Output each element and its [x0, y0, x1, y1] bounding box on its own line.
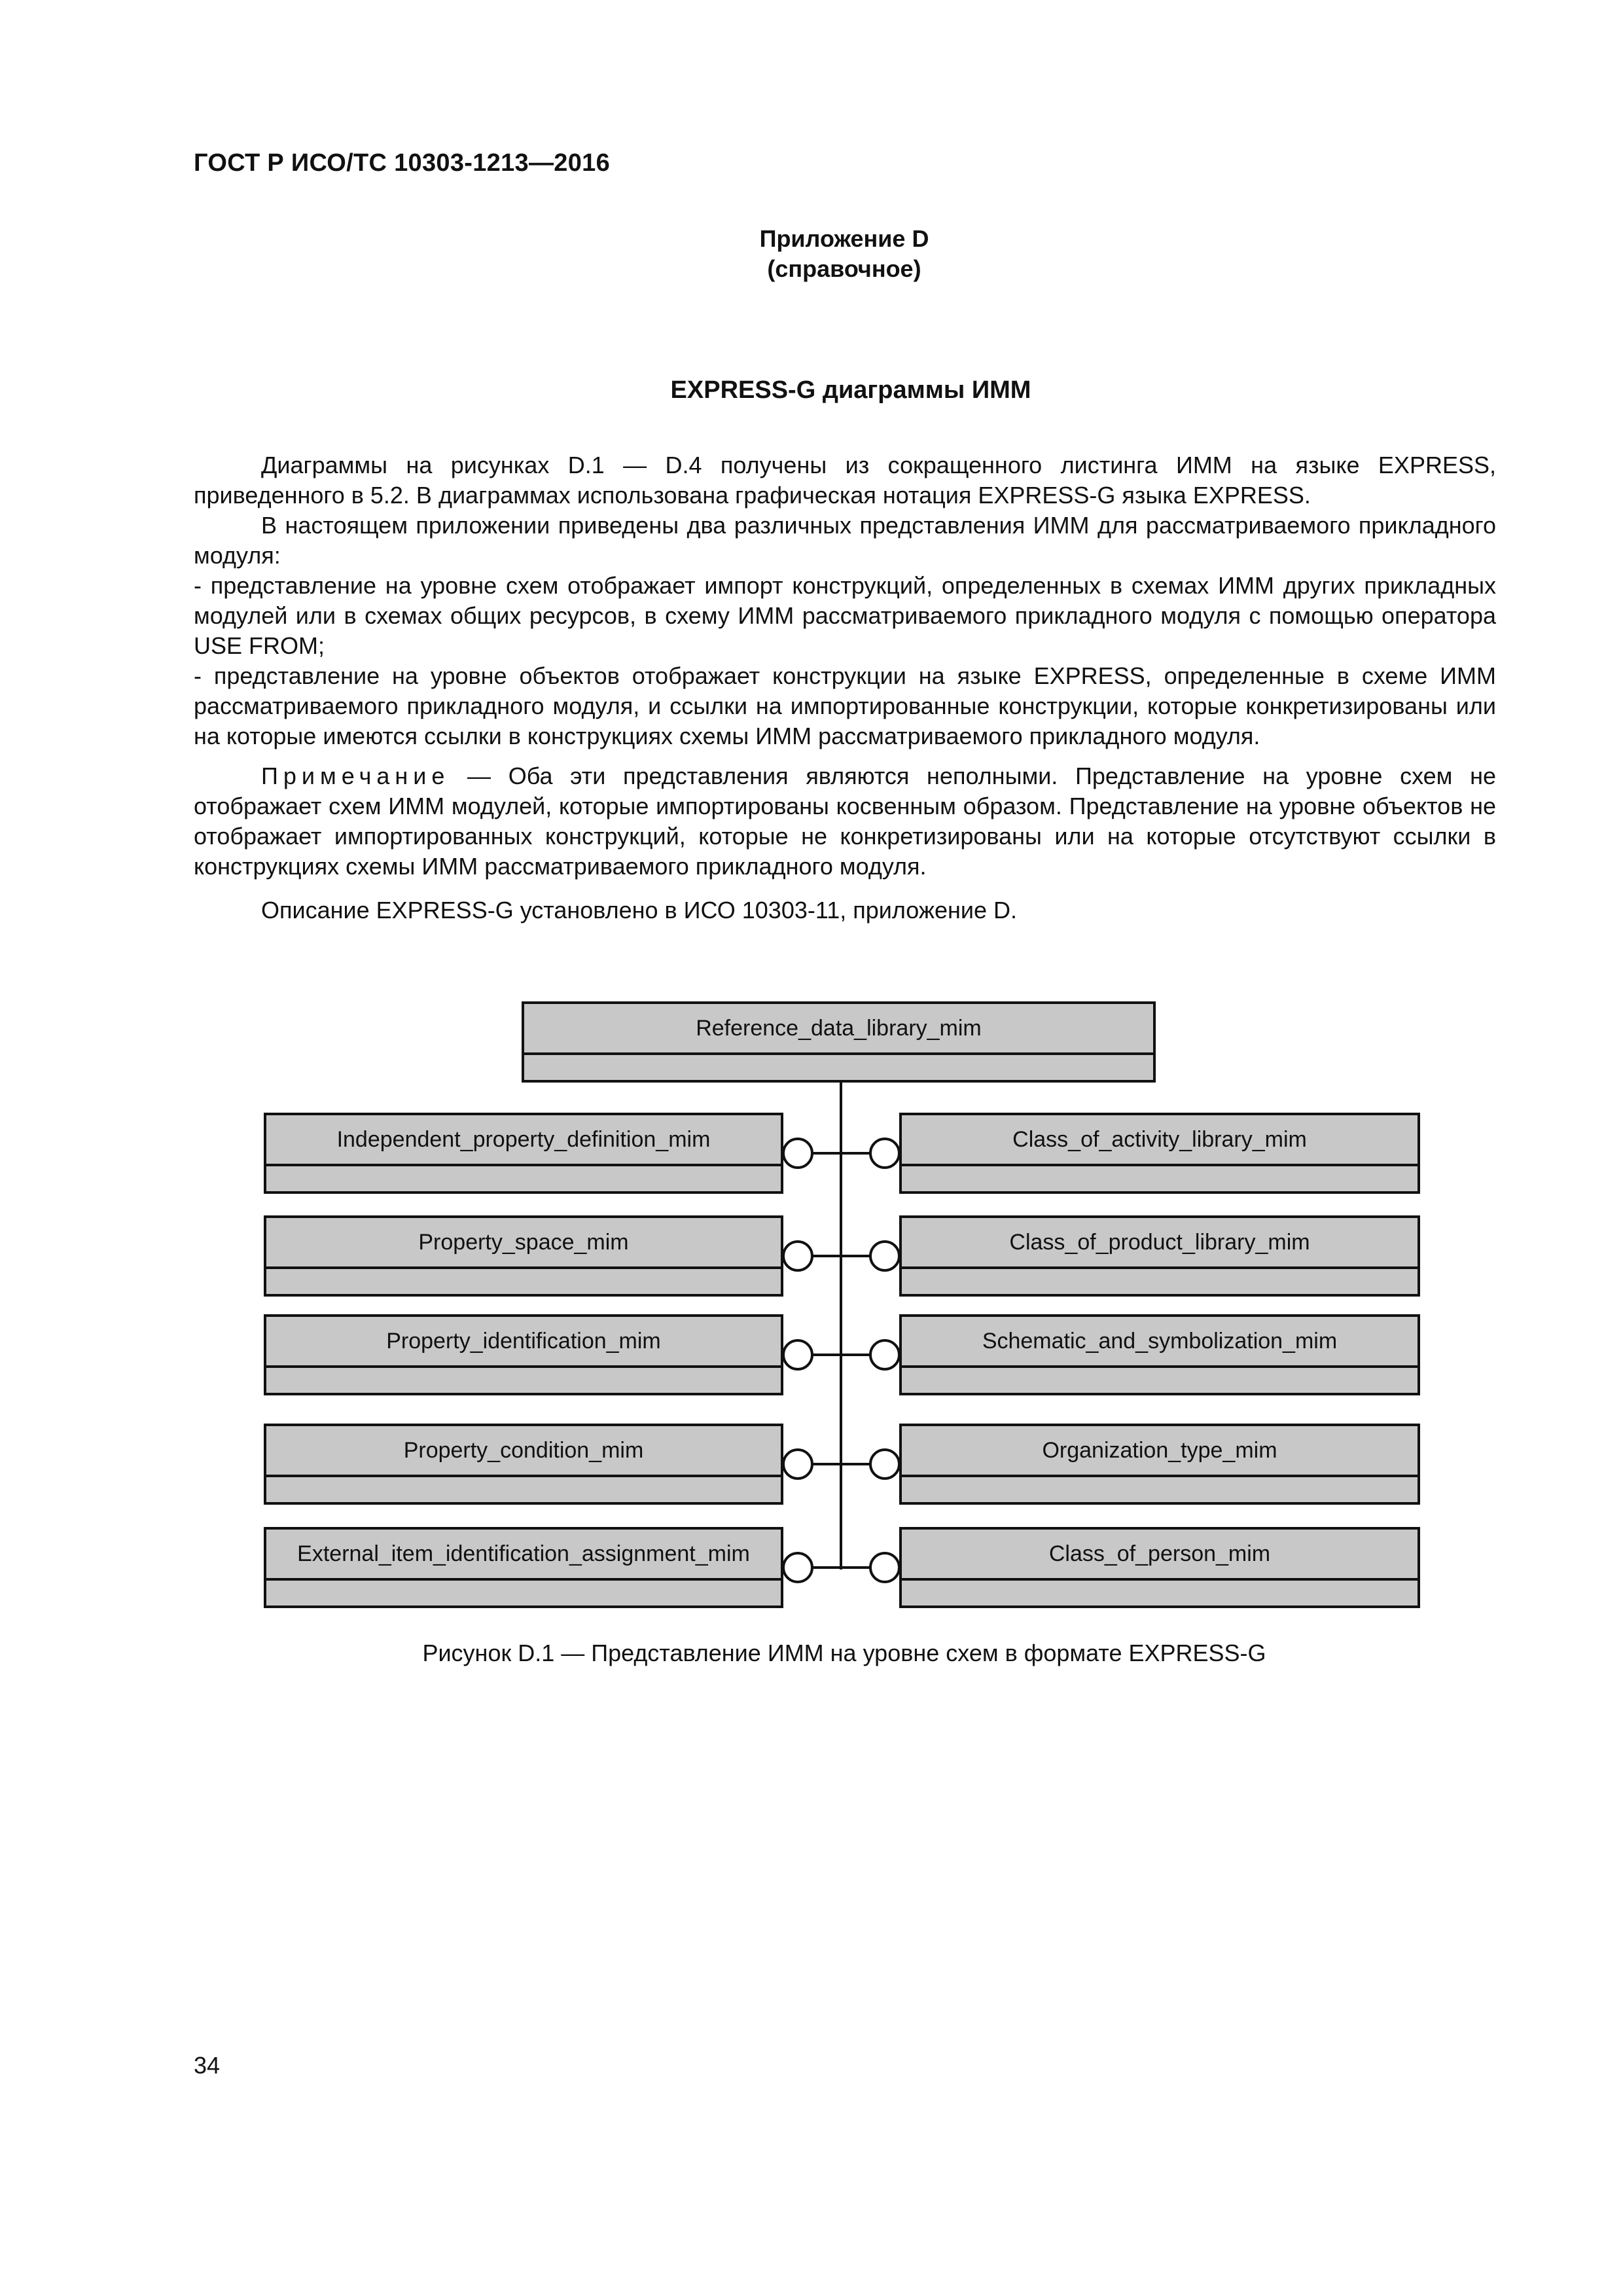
use-from-circle — [783, 1340, 812, 1369]
schema-box-right-5 — [899, 1527, 1420, 1608]
schema-name: Independent_property_definition_mim — [266, 1115, 781, 1166]
schema-name: Organization_type_mim — [902, 1426, 1418, 1477]
schema-box-left-1 — [264, 1113, 783, 1194]
use-from-circle — [870, 1450, 899, 1479]
schema-name: Reference_data_library_mim — [524, 1004, 1153, 1055]
schema-box-right-2 — [899, 1215, 1420, 1297]
schema-box-right-3 — [899, 1314, 1420, 1395]
use-from-circle — [783, 1450, 812, 1479]
schema-box-left-4 — [264, 1424, 783, 1505]
use-from-circle — [783, 1553, 812, 1582]
note-text: Оба эти представления являются неполными. Представление на уровне схем не отображает схем ИММ модулей, которые импортированы косвенным образом. Представление на уровне объектов не отображает импортированных конструкций, которые не конкретизированы или на которые отсутствуют ссылки в конструкциях схемы ИММ рассматриваемого прикладного модуля. — [194, 762, 1496, 880]
schema-name: Property_condition_mim — [266, 1426, 781, 1477]
list-item: - представление на уровне схем отображает импорт конструкций, определенных в схемах ИММ других прикладных модулей или в схемах общих ресурсов, в схему ИММ рассматриваемого прикладного модуля с помощью оператора USE FROM; — [194, 572, 1496, 659]
schema-box-left-5 — [264, 1527, 783, 1608]
note-dash: — — [450, 762, 508, 789]
annex-type: (справочное) — [767, 255, 921, 282]
schema-name: Property_space_mim — [266, 1218, 781, 1269]
list-item: - представление на уровне объектов отображает конструкции на языке EXPRESS, определенные в схеме ИММ рассматриваемого прикладного модуля, и ссылки на импортированные конструкции, которые конкретизированы или на которые имеются ссылки в конструкциях схемы ИММ рассматриваемого прикладного модуля. — [194, 662, 1497, 749]
schema-box-right-4 — [899, 1424, 1420, 1505]
use-from-circle — [870, 1553, 899, 1582]
use-from-circle — [870, 1340, 899, 1369]
schema-box-left-2 — [264, 1215, 783, 1297]
schema-name: Class_of_activity_library_mim — [902, 1115, 1418, 1166]
schema-name: Property_identification_mim — [266, 1317, 781, 1368]
description-paragraph — [194, 895, 1496, 925]
schema-name: Class_of_product_library_mim — [902, 1218, 1418, 1269]
note-label: Примечание — [261, 762, 450, 789]
use-from-circle — [870, 1139, 899, 1168]
body-text — [194, 450, 1496, 751]
schema-box-right-1 — [899, 1113, 1420, 1194]
section-title: EXPRESS-G диаграммы ИММ — [670, 376, 1031, 404]
schema-box-left-3 — [264, 1314, 783, 1395]
page-number: 34 — [194, 2052, 221, 2079]
use-from-circle — [783, 1139, 812, 1168]
use-from-circle — [783, 1242, 812, 1270]
description-text: Описание EXPRESS-G установлено в ИСО 10303-11, приложение D. — [261, 897, 1017, 924]
schema-name: Schematic_and_symbolization_mim — [902, 1317, 1418, 1368]
annex-title: Приложение D — [759, 225, 929, 252]
schema-box-root — [522, 1001, 1156, 1083]
schema-name: External_item_identification_assignment_mim — [266, 1530, 781, 1581]
document-header: ГОСТ Р ИСО/ТС 10303-1213—2016 — [194, 149, 610, 177]
paragraph: В настоящем приложении приведены два различных представления ИММ для рассматриваемого прикладного модуля: — [194, 512, 1496, 569]
paragraph: Диаграммы на рисунках D.1 — D.4 получены из сокращенного листинга ИММ на языке EXPRESS, приведенного в 5.2. В диаграммах использована графическая нотация EXPRESS-G языка EXPRESS. — [194, 452, 1496, 509]
use-from-circle — [870, 1242, 899, 1270]
schema-name: Class_of_person_mim — [902, 1530, 1418, 1581]
figure-caption: Рисунок D.1 — Представление ИММ на уровне схем в формате EXPRESS-G — [422, 1640, 1266, 1666]
note — [194, 761, 1496, 882]
